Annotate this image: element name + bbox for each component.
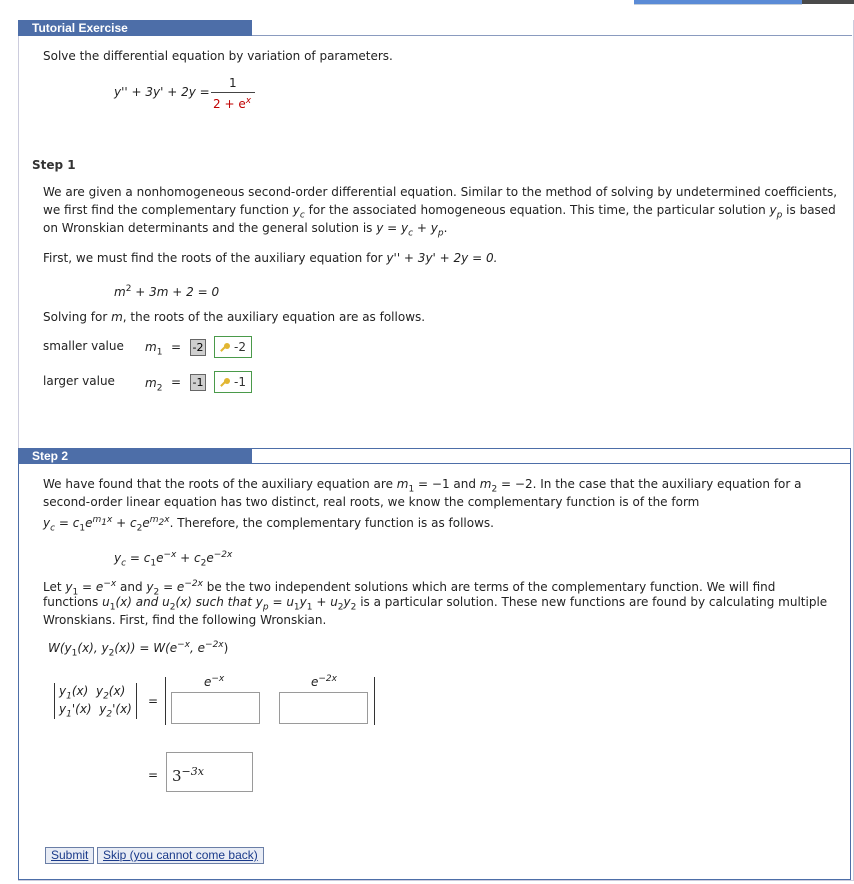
- top-progress-bar: [634, 0, 802, 5]
- matrix-right-bar: [374, 677, 375, 725]
- m2-key-answer: -1: [214, 371, 252, 393]
- aux-equation: $m^2 + 3m + 2 = 0$: [114, 284, 220, 299]
- step1-paragraph-line2: we first find the complementary function $y_c$ for the associated homogeneous equation. This time, the particular solution $y_p$ is based: [43, 203, 836, 221]
- step2-line2: second-order linear equation has two distinct, real roots, we know the complementary function is of the form: [43, 495, 700, 509]
- complementary-function: $y_c = c_1e^{-x} + c_2e^{-2x}$: [114, 550, 233, 569]
- matrix-col1-header: $e^{-x}$: [204, 674, 225, 689]
- det-equals: =: [148, 694, 159, 708]
- det-left-bar: [54, 683, 55, 719]
- problem-numerator: 1: [229, 76, 237, 90]
- m1-key-answer: -2: [214, 336, 252, 358]
- step1-label: Step 1: [32, 158, 76, 172]
- key-icon: [219, 377, 231, 389]
- m2-entered-answer: -1: [190, 374, 206, 391]
- y1-prime-input[interactable]: [171, 692, 260, 724]
- wronskian-answer-input[interactable]: [166, 752, 253, 792]
- step2-header-rule: [252, 463, 851, 464]
- m1-symbol: $m_1$: [145, 340, 163, 358]
- m1-entered-answer: -2: [190, 339, 206, 356]
- matrix-left-bar: [165, 677, 166, 725]
- m1-equals: =: [171, 340, 182, 354]
- m2-equals: =: [171, 375, 182, 389]
- wronskian-definition: $W(y_1(x)$, $y_2(x)) = W(e^{-x}$, $e^{-2x}$): [48, 640, 229, 659]
- answer-equals: =: [148, 768, 159, 782]
- step2-wronskian-intro: Wronskians. First, find the following Wronskian.: [43, 613, 327, 627]
- m2-symbol: $m_2$: [145, 376, 163, 394]
- key-icon: [219, 342, 231, 354]
- problem-denominator: $2 + e^x$: [213, 96, 252, 111]
- wronskian-answer-value: $3^{-3x}$: [172, 765, 204, 785]
- submit-button[interactable]: Submit: [45, 847, 94, 864]
- step2-line3: $y_c = c_1e^{m_1x} + c_2e^{m_2x}$. Therefore, the complementary function is as follows.: [43, 515, 494, 534]
- det-row2: $y_1'(x)$ $y_2'(x)$: [59, 702, 132, 720]
- step1-paragraph-line1: We are given a nonhomogeneous second-order differential equation. Similar to the method of solving by undetermined coefficients,: [43, 185, 838, 199]
- top-progress-bar-end: [802, 0, 854, 4]
- det-row1: $y_1(x)$ $y_2(x)$: [59, 684, 126, 702]
- step2-label: Step 2: [18, 448, 252, 464]
- step1-solving-text: Solving for m, the roots of the auxiliary equation are as follows.: [43, 310, 426, 324]
- step2-let-line: Let $y_1 = e^{-x}$ and $y_2 = e^{-2x}$ be the two independent solutions which are terms of the complementary function. We will find: [43, 579, 776, 598]
- step2-line1: We have found that the roots of the auxiliary equation are $m_1 = -1$ and $m_2 = -2$. In the case that the auxiliary equation for a: [43, 477, 802, 495]
- y2-prime-input[interactable]: [279, 692, 368, 724]
- det-right-bar: [136, 683, 137, 719]
- problem-instruction: Solve the differential equation by variation of parameters.: [43, 49, 393, 63]
- larger-value-label: larger value: [43, 374, 115, 388]
- step2-functions-line: functions $u_1(x)$ and $u_2(x)$ such that $y_p = u_1y_1 + u_2y_2$ is a particular solution. These new functions are found by calculating multiple: [43, 595, 828, 613]
- problem-lhs: y'' + 3y' + 2y =: [114, 85, 210, 99]
- skip-button[interactable]: Skip (you cannot come back): [97, 847, 264, 864]
- step1-aux-intro: First, we must find the roots of the auxiliary equation for y'' + 3y' + 2y = 0.: [43, 251, 498, 265]
- step1-paragraph-line3: on Wronskian determinants and the general solution is $y = y_c + y_p$.: [43, 221, 448, 239]
- matrix-col2-header: $e^{-2x}$: [311, 674, 337, 689]
- tutorial-header: Tutorial Exercise: [18, 20, 252, 36]
- smaller-value-label: smaller value: [43, 339, 124, 353]
- header-rule: [252, 35, 852, 36]
